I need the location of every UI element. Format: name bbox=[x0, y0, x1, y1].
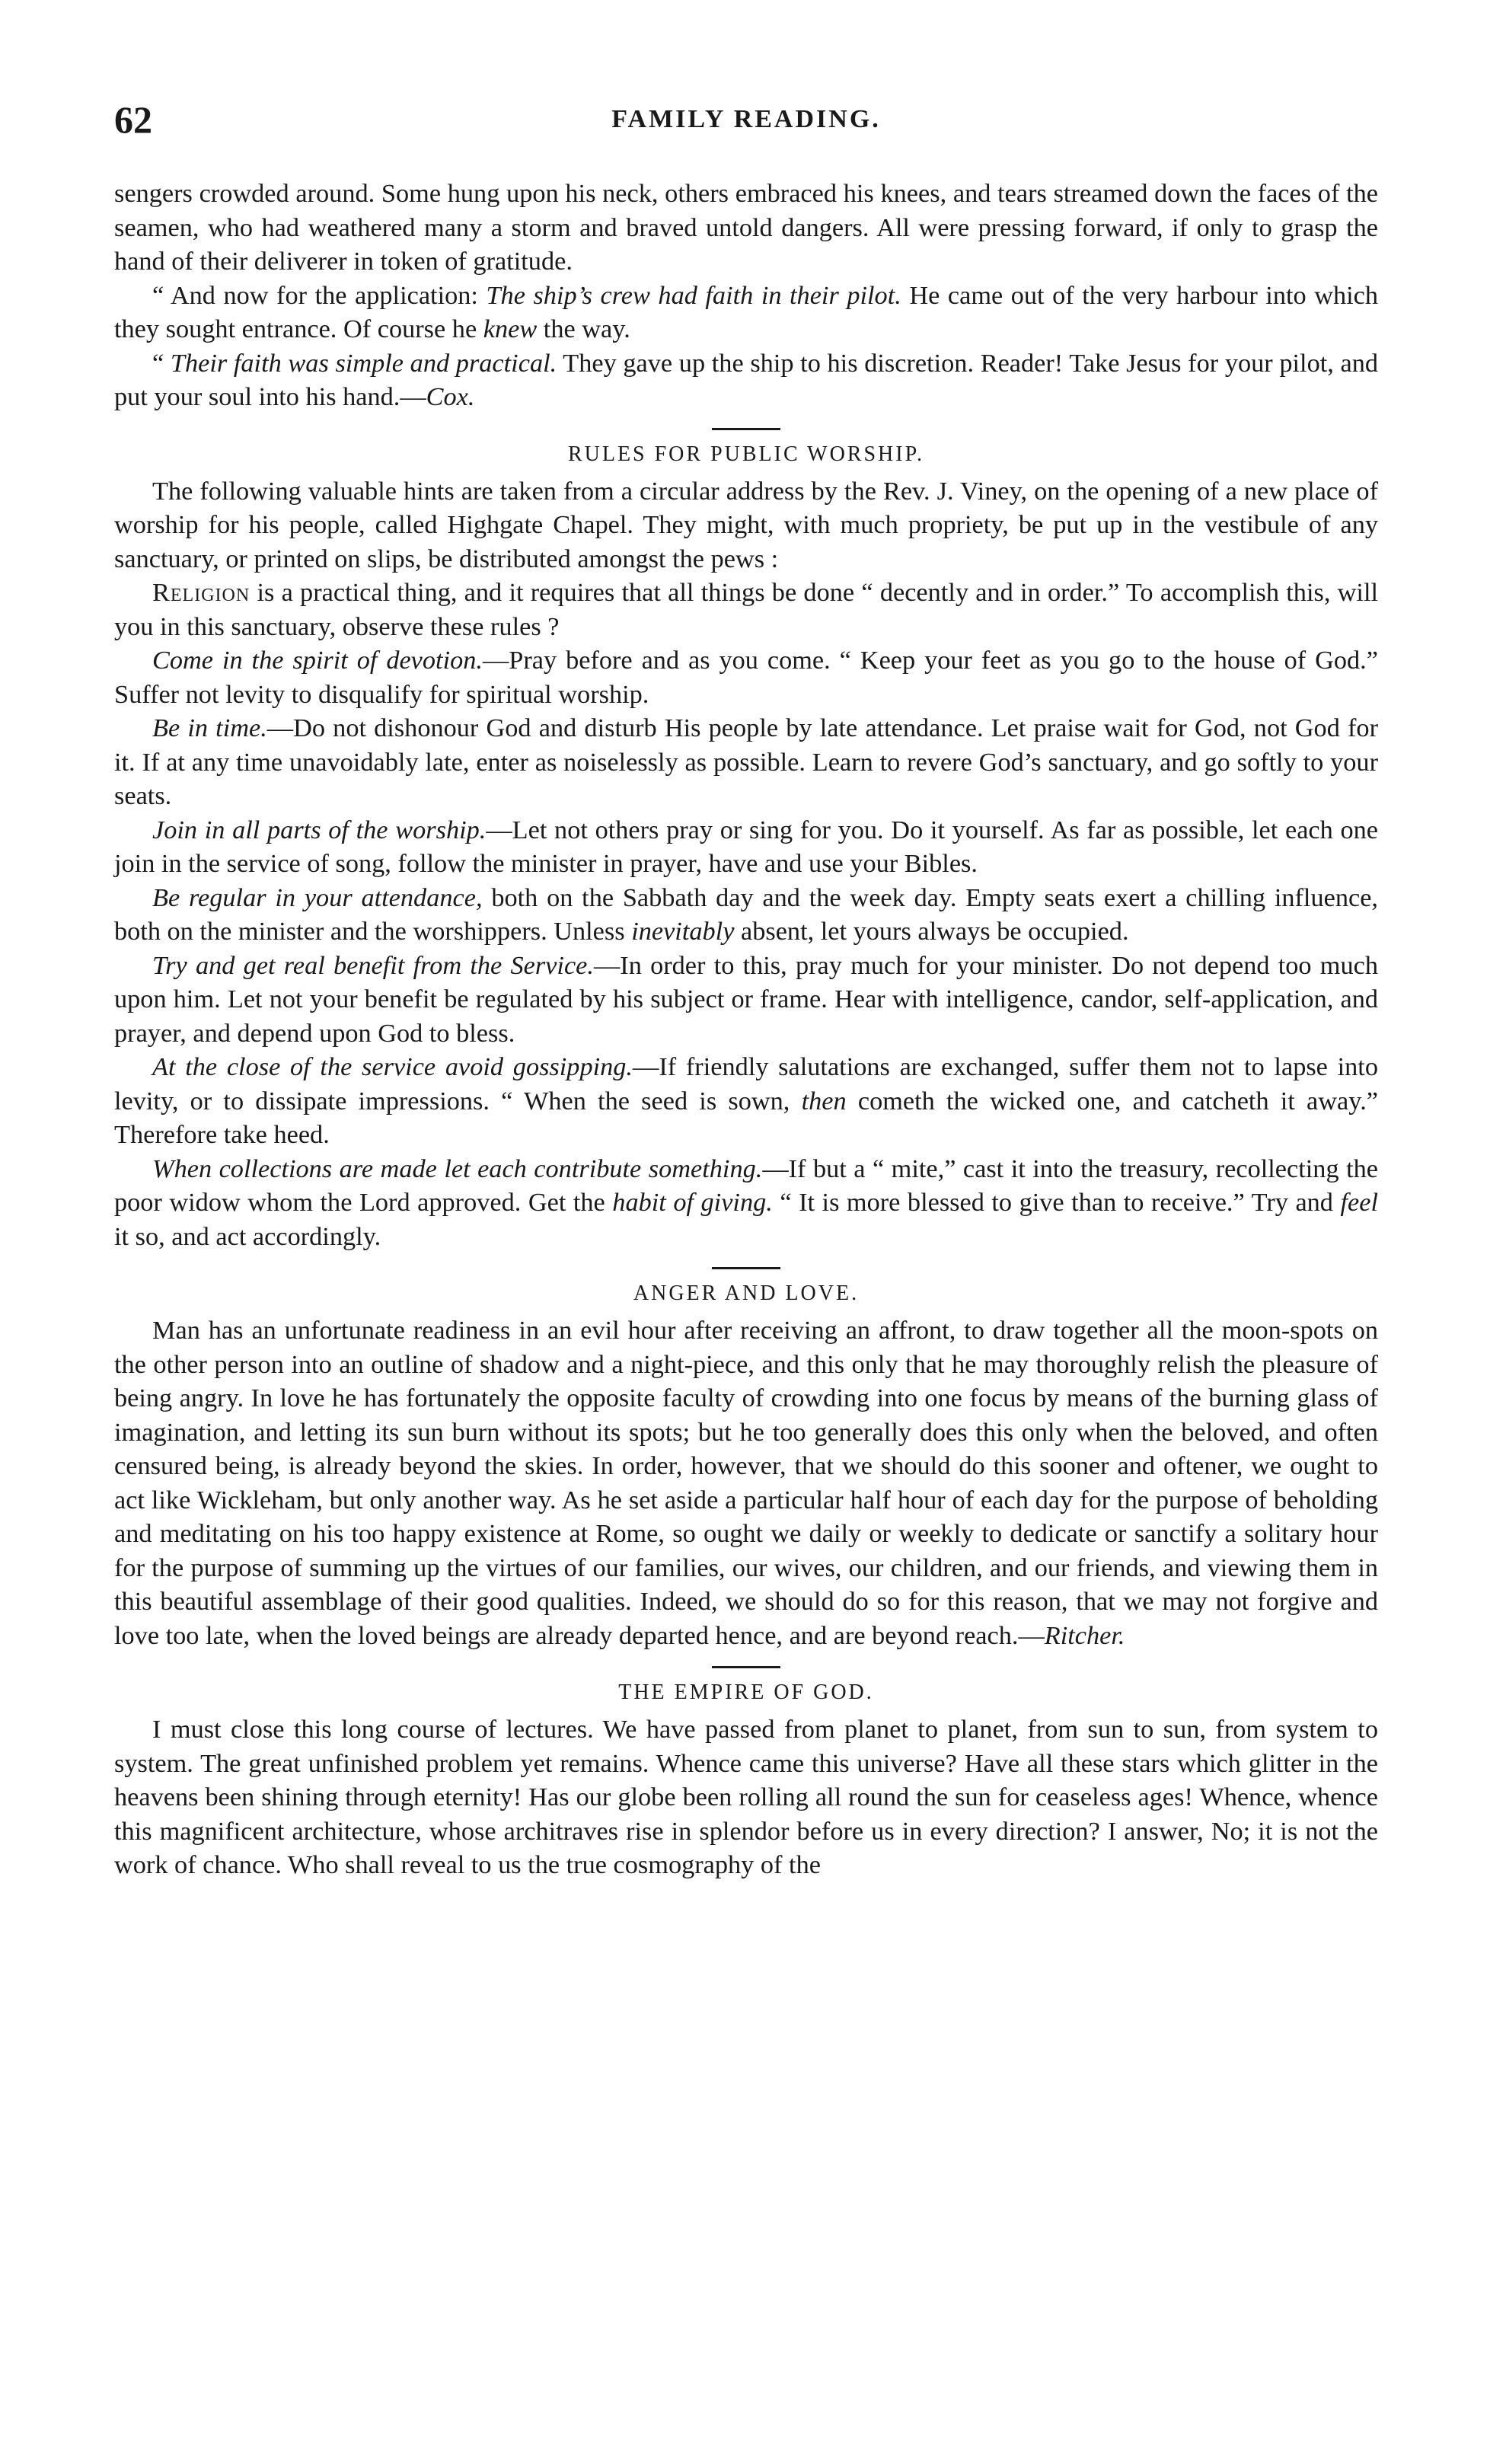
text-span: —Let not others pray or sing for you. Do it yourself. As far as possible, let each one join in the service of song, follow the minister in prayer, have and use your Bibles. bbox=[114, 815, 1379, 878]
section-divider bbox=[712, 1267, 780, 1269]
text-span: the way. bbox=[537, 314, 630, 343]
rules-paragraph-9 bbox=[114, 1152, 1378, 1254]
text-span: both on the Sabbath day and the week day. Empty seats exert a chilling influence, both on the minister and the worshippers. Unless bbox=[114, 883, 1378, 946]
italic-span: Ritcher. bbox=[1044, 1620, 1125, 1650]
italic-span: When collections are made let each contribute something. bbox=[152, 1154, 763, 1183]
rules-paragraph-2 bbox=[114, 576, 1378, 643]
intro-paragraph-2 bbox=[114, 279, 1378, 346]
text-span: —If friendly salutations are exchanged, suffer them not to lapse into levity, or to dissipate impressions. “ When the seed is sown, bbox=[114, 1052, 1378, 1116]
rules-paragraph-5 bbox=[114, 813, 1378, 881]
section-divider bbox=[712, 1666, 780, 1668]
text-span: “ bbox=[152, 348, 171, 378]
text-span: Man has an unfortunate readiness in an evil hour after receiving an affront, to draw together all the moon-spots on the other person into an outline of shadow and a night-piece, and this only that he may thoroughly relish the pleasure of being angry. In love he has fortunately the opposite faculty of crowding into one focus by means of the burning glass of imagination, and letting its sun burn without its spots; but he too generally does this only when the beloved, and often censured being, is already beyond the skies. In order, however, that we should do this sooner and oftener, we ought to act like Wickleham, but only another way. As he set aside a particular half hour of each day for the purpose of beholding and meditating on his too happy existence at Rome, so ought we daily or weekly to dedicate or sanctify a solitary hour for the purpose of summing up the virtues of our families, our wives, our children, and our friends, and viewing them in this beautiful assemblage of their good qualities. Indeed, we should do so for this reason, that we may not forgive and love too late, when the loved beings are already departed hence, and are beyond reach.— bbox=[114, 1316, 1378, 1650]
page-body bbox=[114, 177, 1378, 1882]
text-span: “ And now for the application: bbox=[152, 280, 487, 310]
italic-span: Cox. bbox=[426, 382, 475, 411]
text-span: is a practical thing, and it requires that all things be done “ decently and in order.” To accomplish this, will you in this sanctuary, observe these rules ? bbox=[114, 578, 1378, 641]
italic-span: knew bbox=[483, 314, 538, 343]
rules-paragraph-3 bbox=[114, 643, 1378, 711]
italic-span: then bbox=[801, 1086, 847, 1116]
italic-span: The ship’s crew had faith in their pilot. bbox=[486, 280, 901, 310]
section-title-empire: THE EMPIRE OF GOD. bbox=[618, 1680, 874, 1704]
text-span: —In order to this, pray much for your minister. Do not depend too much upon him. Let not your benefit be regulated by his subject or frame. Hear with intelligence, candor, self-application, and prayer, and depend upon God to bless. bbox=[114, 950, 1378, 1048]
text-span: —If but a “ mite,” cast it into the treasury, recollecting the poor widow whom the Lord approved. Get the bbox=[114, 1154, 1378, 1217]
italic-span: inevitably bbox=[631, 917, 735, 946]
italic-span: Be in time. bbox=[152, 713, 267, 742]
italic-span: habit of giving. bbox=[612, 1188, 773, 1217]
text-span: —Pray before and as you come. “ Keep your feet as you go to the house of God.” Suffer not levity to disqualify for spiritual worship. bbox=[114, 646, 1378, 709]
italic-span: At the close of the service avoid gossipping. bbox=[152, 1052, 633, 1081]
text-span: “ It is more blessed to give than to receive.” Try and bbox=[772, 1188, 1341, 1217]
page-number: 62 bbox=[114, 98, 152, 141]
page-header bbox=[114, 97, 1378, 151]
italic-span: Come in the spirit of devotion. bbox=[152, 646, 483, 675]
text-span: absent, let yours always be occupied. bbox=[734, 917, 1129, 946]
italic-span: Join in all parts of the worship. bbox=[152, 815, 487, 844]
italic-span: Be regular in your attendance, bbox=[152, 883, 483, 912]
text-span: —Do not dishonour God and disturb His people by late attendance. Let praise wait for God, not God for it. If at any time unavoidably late, enter as noiselessly as possible. Learn to revere God’s sanctuary, and go softly to your seats. bbox=[114, 713, 1378, 810]
text-span: Religion bbox=[152, 578, 250, 607]
section-title-rules: RULES FOR PUBLIC WORSHIP. bbox=[567, 442, 925, 466]
text-span: cometh the wicked one, and catcheth it away.” Therefore take heed. bbox=[114, 1086, 1378, 1149]
rules-paragraph-6 bbox=[114, 881, 1378, 949]
rules-paragraph-1: The following valuable hints are taken from a circular address by the Rev. J. Viney, on the opening of a new place of worship for his people, called Highgate Chapel. They might, with much propriety, be put up in the vestibule of any sanctuary, or printed on slips, be distributed amongst the pews : bbox=[114, 476, 1378, 573]
section-divider bbox=[712, 428, 780, 430]
text-span: it so, and act accordingly. bbox=[114, 1221, 381, 1251]
intro-paragraph-3 bbox=[114, 346, 1378, 414]
rules-paragraph-4 bbox=[114, 711, 1378, 813]
section-title-anger: ANGER AND LOVE. bbox=[633, 1281, 860, 1305]
rules-paragraph-7 bbox=[114, 949, 1378, 1051]
italic-span: feel bbox=[1340, 1188, 1378, 1217]
running-title: FAMILY READING. bbox=[611, 105, 881, 133]
text-span: They gave up the ship to his discretion. Reader! Take Jesus for your pilot, and put your soul into his hand.— bbox=[114, 348, 1379, 411]
anger-paragraph-1 bbox=[114, 1313, 1378, 1652]
italic-span: Try and get real benefit from the Service. bbox=[152, 950, 594, 980]
italic-span: Their faith was simple and practical. bbox=[170, 348, 557, 378]
text-span: He came out of the very harbour into which they sought entrance. Of course he bbox=[114, 280, 1379, 343]
intro-paragraph-1: sengers crowded around. Some hung upon his neck, others embraced his knees, and tears streamed down the faces of the seamen, who had weathered many a storm and braved untold dangers. All were pressing forward, if only to grasp the hand of their deliverer in token of gratitude. bbox=[114, 179, 1378, 276]
rules-paragraph-8 bbox=[114, 1050, 1378, 1152]
empire-paragraph-1: I must close this long course of lectures. We have passed from planet to planet, from sun to sun, from system to system. The great unfinished problem yet remains. Whence came this universe? Have all these stars which glitter in the heavens been shining through eternity! Has our globe been rolling all round the sun for ceaseless ages! Whence, whence this magnificent architecture, whose architraves rise in splendor before us in every direction? I answer, No; it is not the work of chance. Who shall reveal to us the true cosmography of the bbox=[114, 1715, 1378, 1879]
